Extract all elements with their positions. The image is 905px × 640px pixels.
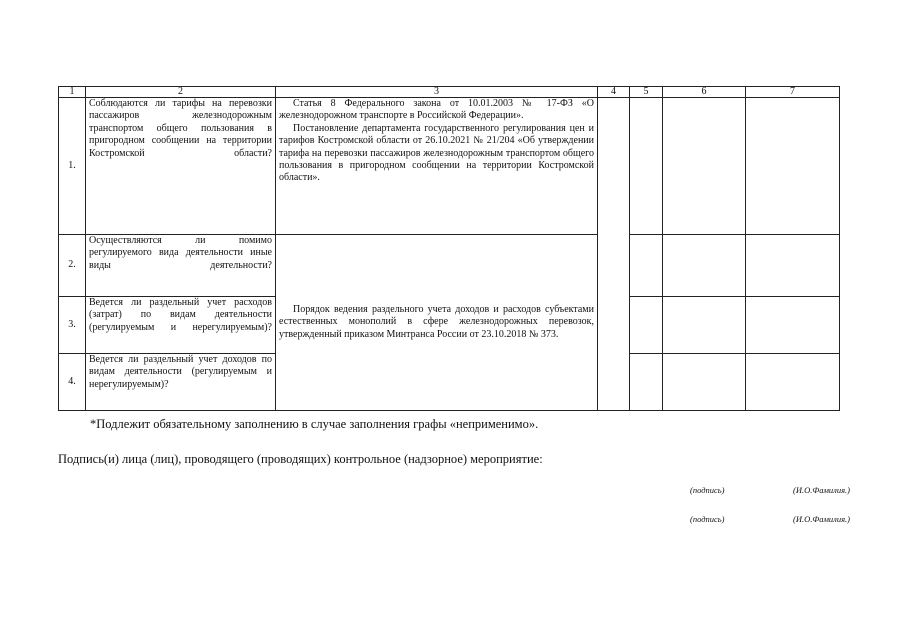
- answer-cell-7[interactable]: [746, 235, 840, 297]
- header-cell-5: 5: [630, 87, 663, 98]
- header-cell-1: 1: [59, 87, 86, 98]
- law-paragraph: Постановление департамента государственного регулирования цен и тарифов Костромской области от 26.10.2021 № 21/204 «Об утверждении тарифа на перевозки пассажиров железнодорожным транспортом общего пользования в пригородном сообщении на территории Костромской области».: [279, 122, 594, 184]
- row-number: 4.: [59, 354, 86, 411]
- question-text: Ведется ли раздельный учет доходов по видам деятельности (регулируемым и нерегулируемым)?: [89, 354, 272, 390]
- checklist-table: [58, 86, 840, 411]
- answer-cell-6[interactable]: [663, 235, 746, 297]
- signature-label: (подпись): [690, 485, 725, 495]
- signature-line: [690, 485, 850, 495]
- answer-cell-7[interactable]: [746, 354, 840, 411]
- header-cell-2: 2: [86, 87, 276, 98]
- signature-label: (подпись): [690, 514, 725, 524]
- answer-cell-6[interactable]: [663, 98, 746, 235]
- name-label: (И.О.Фамилия.): [793, 485, 850, 495]
- answer-cell-6[interactable]: [663, 354, 746, 411]
- law-cell-merged: [276, 235, 598, 411]
- header-cell-6: 6: [663, 87, 746, 98]
- question-text: Осуществляются ли помимо регулируемого вида деятельности иные виды деятельности?: [89, 235, 272, 271]
- answer-cell-7[interactable]: [746, 297, 840, 354]
- table-row: [59, 98, 840, 235]
- question-text: Соблюдаются ли тарифы на перевозки пассажиров железнодорожным транспортом общего пользования в пригородном сообщении на территории Костромской области?: [89, 98, 272, 159]
- law-paragraph: Статья 8 Федерального закона от 10.01.2003 № 17-ФЗ «О железнодорожном транспорте в Российской Федерации».: [279, 98, 594, 122]
- signature-line: [690, 514, 850, 524]
- row-number: 2.: [59, 235, 86, 297]
- header-cell-4: 4: [598, 87, 630, 98]
- answer-cell-7[interactable]: [746, 98, 840, 235]
- header-cell-3: 3: [276, 87, 598, 98]
- answer-cell-5[interactable]: [630, 297, 663, 354]
- answer-cell-4[interactable]: [598, 98, 630, 411]
- law-cell: [276, 98, 598, 235]
- question-cell: [86, 297, 276, 354]
- question-text: Ведется ли раздельный учет расходов (затрат) по видам деятельности (регулируемым и нерегулируемым)?: [89, 297, 272, 333]
- header-row: [59, 87, 840, 98]
- row-number: 3.: [59, 297, 86, 354]
- answer-cell-5[interactable]: [630, 235, 663, 297]
- question-cell: [86, 354, 276, 411]
- answer-cell-5[interactable]: [630, 354, 663, 411]
- signature-title: Подпись(и) лица (лиц), проводящего (проводящих) контрольное (надзорное) мероприятие:: [58, 452, 543, 466]
- footnote: *Подлежит обязательному заполнению в случае заполнения графы «неприменимо».: [90, 417, 539, 431]
- question-cell: [86, 235, 276, 297]
- table-row: [59, 235, 840, 297]
- answer-cell-5[interactable]: [630, 98, 663, 235]
- header-cell-7: 7: [746, 87, 840, 98]
- row-number: 1.: [59, 98, 86, 235]
- name-label: (И.О.Фамилия.): [793, 514, 850, 524]
- question-cell: [86, 98, 276, 235]
- answer-cell-6[interactable]: [663, 297, 746, 354]
- law-paragraph: Порядок ведения раздельного учета доходов и расходов субъектами естественных монополий в сфере железнодорожных перевозок, утвержденный приказом Минтранса России от 23.10.2018 № 373.: [279, 303, 594, 340]
